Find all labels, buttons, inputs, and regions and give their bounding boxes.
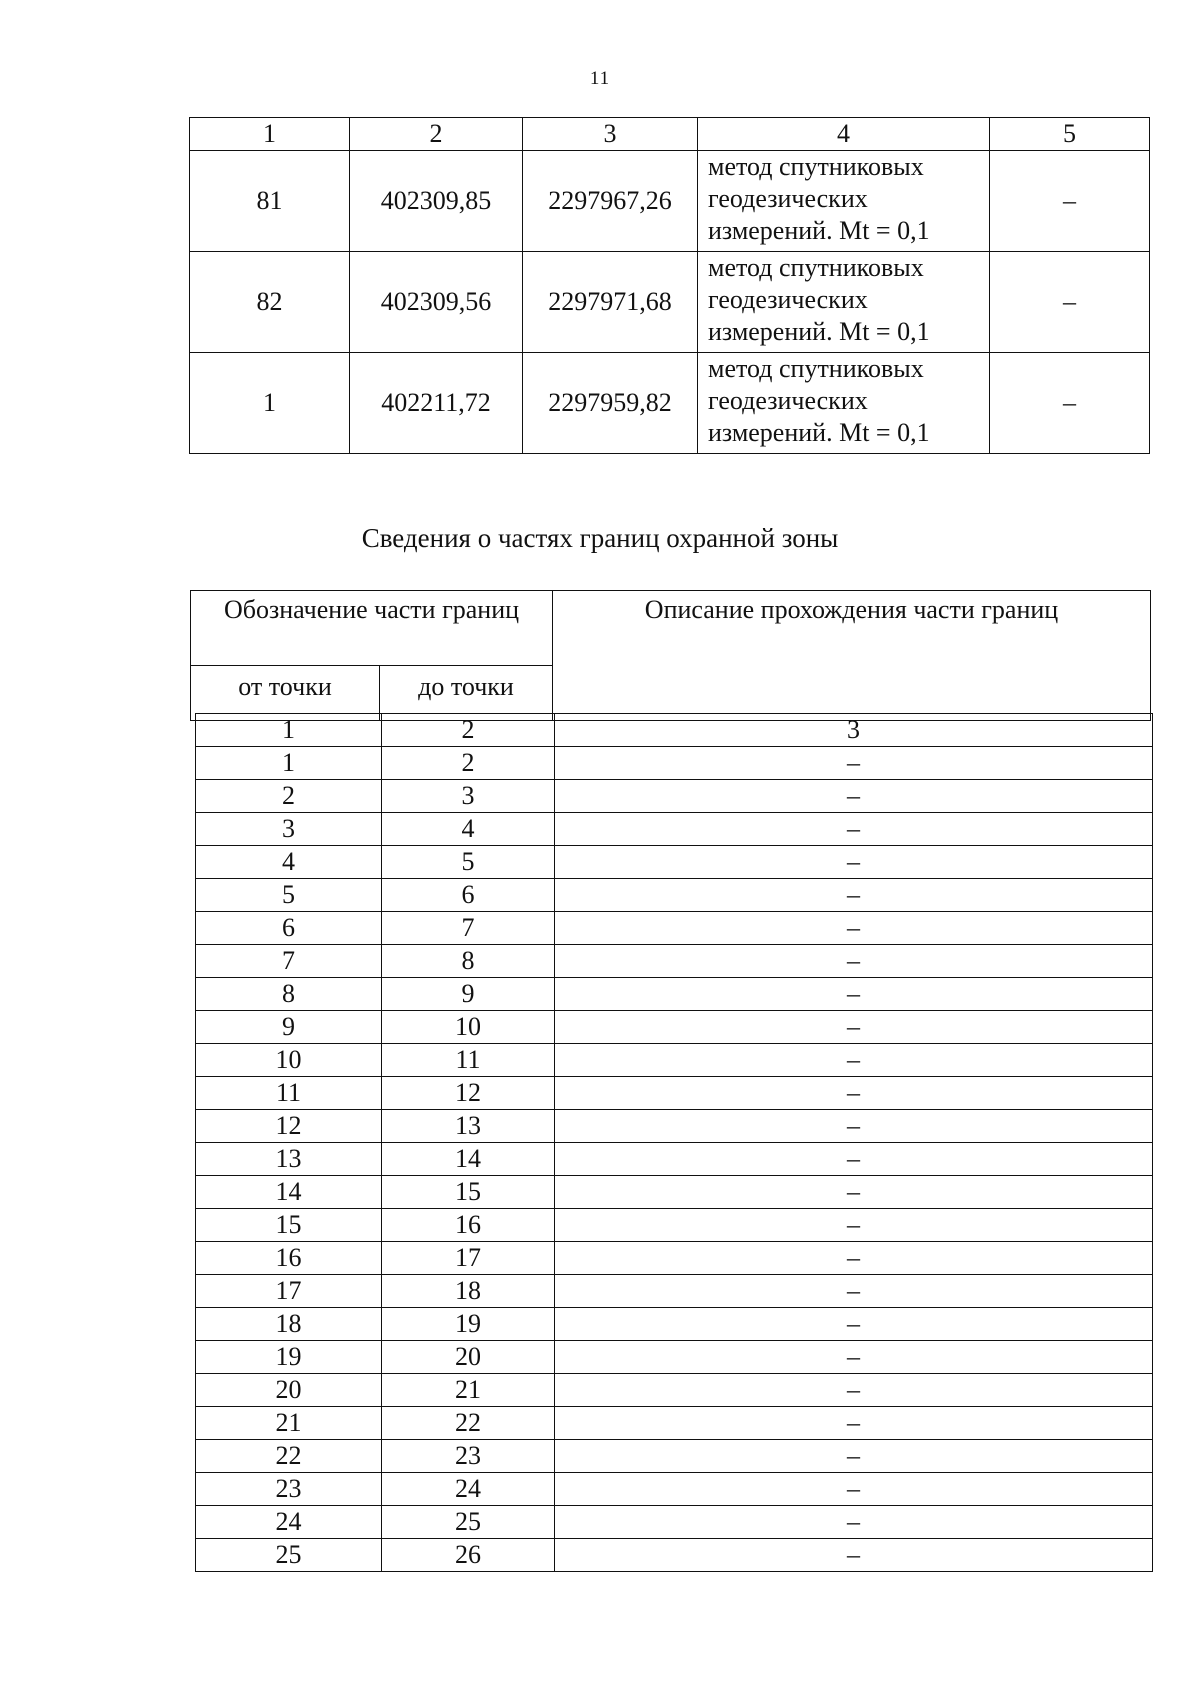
description-cell: – xyxy=(555,1242,1153,1275)
description-cell: – xyxy=(555,780,1153,813)
to-point-cell: 18 xyxy=(382,1275,555,1308)
to-point-cell: 22 xyxy=(382,1407,555,1440)
coordinate-x: 402211,72 xyxy=(350,353,523,454)
to-point-header: до точки xyxy=(380,666,553,721)
description-cell: – xyxy=(555,747,1153,780)
table-row xyxy=(196,1011,1153,1044)
description-cell: – xyxy=(555,1473,1153,1506)
table-row xyxy=(196,1044,1153,1077)
table-row xyxy=(196,813,1153,846)
coordinate-y: 2297971,68 xyxy=(523,252,698,353)
to-point-cell: 14 xyxy=(382,1143,555,1176)
method-line: геодезических xyxy=(708,386,868,415)
method-line: измерений. Mt = 0,1 xyxy=(708,418,930,447)
table-row xyxy=(196,1176,1153,1209)
from-point-cell: 2 xyxy=(196,780,382,813)
to-point-cell: 3 xyxy=(382,780,555,813)
method-line: метод спутниковых xyxy=(708,253,924,282)
description-cell: – xyxy=(555,1110,1153,1143)
coordinates-table xyxy=(189,117,1150,454)
description-cell: – xyxy=(555,1275,1153,1308)
table-row xyxy=(196,978,1153,1011)
point-number: 82 xyxy=(190,252,350,353)
to-point-cell: 9 xyxy=(382,978,555,1011)
header-cell: 2 xyxy=(350,118,523,151)
table-row xyxy=(196,747,1153,780)
from-point-cell: 23 xyxy=(196,1473,382,1506)
description-cell: – xyxy=(555,1539,1153,1572)
from-point-cell: 7 xyxy=(196,945,382,978)
to-point-cell: 19 xyxy=(382,1308,555,1341)
description-cell: – xyxy=(555,813,1153,846)
table-row xyxy=(196,1077,1153,1110)
table-row xyxy=(196,1506,1153,1539)
coordinates-header-row xyxy=(190,118,1150,151)
from-point-cell: 1 xyxy=(196,747,382,780)
description-cell: – xyxy=(555,1011,1153,1044)
from-point-cell: 11 xyxy=(196,1077,382,1110)
description-cell: – xyxy=(555,1440,1153,1473)
table-row xyxy=(196,1473,1153,1506)
to-point-cell: 13 xyxy=(382,1110,555,1143)
numbering-cell: 2 xyxy=(382,714,555,747)
from-point-cell: 6 xyxy=(196,912,382,945)
description-cell: – xyxy=(555,1341,1153,1374)
method-line: метод спутниковых xyxy=(708,152,924,181)
to-point-cell: 7 xyxy=(382,912,555,945)
to-point-cell: 2 xyxy=(382,747,555,780)
from-point-header: от точки xyxy=(191,666,380,721)
from-point-cell: 14 xyxy=(196,1176,382,1209)
to-point-cell: 21 xyxy=(382,1374,555,1407)
method-line: геодезических xyxy=(708,184,868,213)
method-line: измерений. Mt = 0,1 xyxy=(708,216,930,245)
table-row xyxy=(196,1275,1153,1308)
table-row xyxy=(196,1341,1153,1374)
numbering-row xyxy=(196,714,1153,747)
to-point-cell: 8 xyxy=(382,945,555,978)
to-point-cell: 4 xyxy=(382,813,555,846)
table-row xyxy=(190,353,1150,454)
from-point-cell: 17 xyxy=(196,1275,382,1308)
description-cell: – xyxy=(555,1407,1153,1440)
table-row xyxy=(196,945,1153,978)
numbering-cell: 3 xyxy=(555,714,1153,747)
table-row xyxy=(196,1308,1153,1341)
header-cell: 3 xyxy=(523,118,698,151)
from-point-cell: 3 xyxy=(196,813,382,846)
to-point-cell: 15 xyxy=(382,1176,555,1209)
table-row xyxy=(190,151,1150,252)
to-point-cell: 24 xyxy=(382,1473,555,1506)
numbering-cell: 1 xyxy=(196,714,382,747)
table-row xyxy=(196,1110,1153,1143)
coordinate-x: 402309,85 xyxy=(350,151,523,252)
table-row xyxy=(196,780,1153,813)
table-row xyxy=(196,1374,1153,1407)
from-point-cell: 19 xyxy=(196,1341,382,1374)
description-cell: – xyxy=(555,978,1153,1011)
point-number: 1 xyxy=(190,353,350,454)
from-point-cell: 10 xyxy=(196,1044,382,1077)
description-cell: – xyxy=(555,1209,1153,1242)
from-point-cell: 13 xyxy=(196,1143,382,1176)
table-row xyxy=(196,846,1153,879)
method-line: геодезических xyxy=(708,285,868,314)
table-row xyxy=(190,252,1150,353)
designation-header: Обозначение части границ xyxy=(191,591,553,666)
description-cell: – xyxy=(555,846,1153,879)
to-point-cell: 17 xyxy=(382,1242,555,1275)
point-number: 81 xyxy=(190,151,350,252)
to-point-cell: 20 xyxy=(382,1341,555,1374)
table-row xyxy=(196,1539,1153,1572)
method-cell xyxy=(698,252,990,353)
note-cell: – xyxy=(990,151,1150,252)
to-point-cell: 16 xyxy=(382,1209,555,1242)
from-point-cell: 8 xyxy=(196,978,382,1011)
table-row xyxy=(196,1209,1153,1242)
from-point-cell: 25 xyxy=(196,1539,382,1572)
section-title: Сведения о частях границ охранной зоны xyxy=(361,523,839,553)
header-cell: 4 xyxy=(698,118,990,151)
from-point-cell: 4 xyxy=(196,846,382,879)
to-point-cell: 26 xyxy=(382,1539,555,1572)
from-point-cell: 18 xyxy=(196,1308,382,1341)
from-point-cell: 16 xyxy=(196,1242,382,1275)
from-point-cell: 5 xyxy=(196,879,382,912)
description-header: Описание прохождения части границ xyxy=(553,591,1151,721)
description-cell: – xyxy=(555,1176,1153,1209)
description-cell: – xyxy=(555,1077,1153,1110)
from-point-cell: 9 xyxy=(196,1011,382,1044)
header-cell: 5 xyxy=(990,118,1150,151)
from-point-cell: 21 xyxy=(196,1407,382,1440)
method-cell xyxy=(698,151,990,252)
to-point-cell: 6 xyxy=(382,879,555,912)
table-row xyxy=(196,1242,1153,1275)
description-cell: – xyxy=(555,1374,1153,1407)
from-point-cell: 22 xyxy=(196,1440,382,1473)
table-row xyxy=(196,879,1153,912)
coordinate-y: 2297967,26 xyxy=(523,151,698,252)
description-cell: – xyxy=(555,1506,1153,1539)
description-cell: – xyxy=(555,1044,1153,1077)
table-row xyxy=(196,1440,1153,1473)
to-point-cell: 25 xyxy=(382,1506,555,1539)
description-cell: – xyxy=(555,1143,1153,1176)
coordinate-x: 402309,56 xyxy=(350,252,523,353)
from-point-cell: 15 xyxy=(196,1209,382,1242)
page-number: 11 xyxy=(589,68,611,89)
method-line: измерений. Mt = 0,1 xyxy=(708,317,930,346)
method-line: метод спутниковых xyxy=(708,354,924,383)
parts-table-body xyxy=(195,713,1153,1572)
description-cell: – xyxy=(555,912,1153,945)
table-row xyxy=(196,912,1153,945)
description-cell: – xyxy=(555,945,1153,978)
from-point-cell: 20 xyxy=(196,1374,382,1407)
method-cell xyxy=(698,353,990,454)
coordinate-y: 2297959,82 xyxy=(523,353,698,454)
note-cell: – xyxy=(990,353,1150,454)
note-cell: – xyxy=(990,252,1150,353)
header-cell: 1 xyxy=(190,118,350,151)
to-point-cell: 23 xyxy=(382,1440,555,1473)
from-point-cell: 12 xyxy=(196,1110,382,1143)
table-row xyxy=(196,1143,1153,1176)
to-point-cell: 11 xyxy=(382,1044,555,1077)
to-point-cell: 10 xyxy=(382,1011,555,1044)
parts-table-header xyxy=(190,590,1151,721)
to-point-cell: 5 xyxy=(382,846,555,879)
table-row xyxy=(196,1407,1153,1440)
description-cell: – xyxy=(555,1308,1153,1341)
to-point-cell: 12 xyxy=(382,1077,555,1110)
from-point-cell: 24 xyxy=(196,1506,382,1539)
description-cell: – xyxy=(555,879,1153,912)
